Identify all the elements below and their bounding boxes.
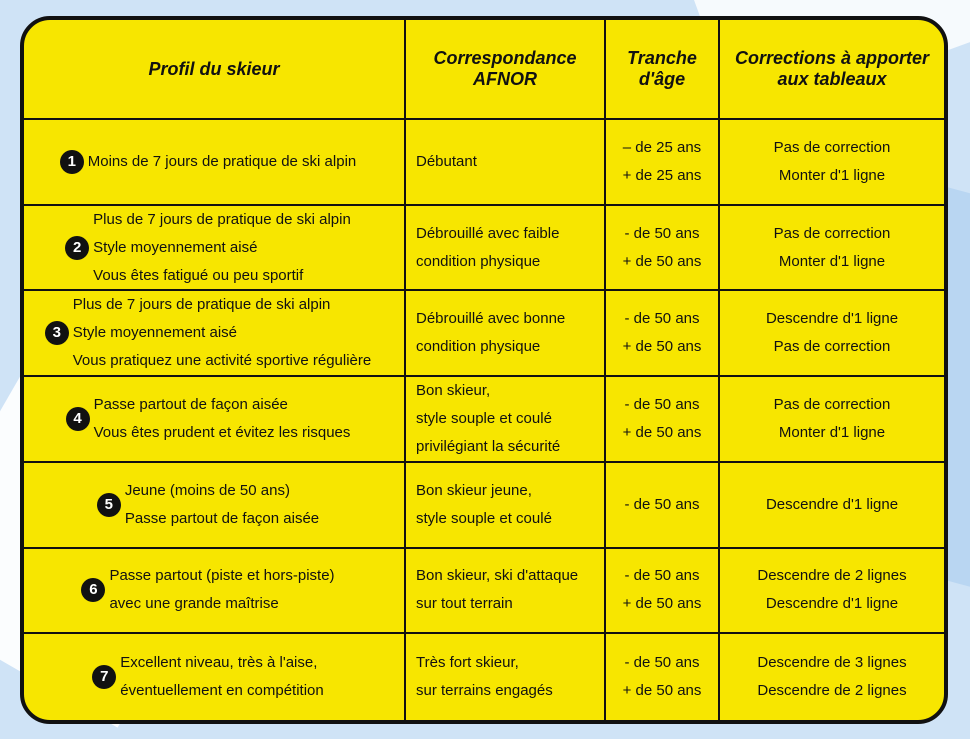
age-line: - de 50 ans [624, 395, 700, 413]
afnor-line: Débutant [416, 152, 477, 170]
corrections-cell [720, 291, 944, 377]
row-number-badge: 2 [65, 236, 89, 260]
profile-cell [24, 120, 406, 206]
header-profile-label: Profil du skieur [148, 58, 280, 79]
profile-line: Style moyennement aisé [72, 324, 237, 342]
corrections-lines [757, 562, 906, 618]
row-number-badge: 5 [97, 493, 121, 517]
profile-line: Passe partout (piste et hors-piste) [109, 567, 335, 585]
header-age [606, 20, 720, 120]
profile-line: Plus de 7 jours de pratique de ski alpin [93, 210, 351, 228]
corrections-line: Descendre d'1 ligne [765, 495, 899, 513]
afnor-cell [406, 120, 606, 206]
corrections-cell [720, 377, 944, 463]
afnor-line: Très fort skieur, [416, 654, 519, 672]
afnor-cell [406, 377, 606, 463]
age-lines [623, 562, 702, 618]
profile-lines [88, 148, 357, 176]
afnor-line: Bon skieur, [416, 382, 491, 399]
header-age-line2: d'âge [638, 69, 686, 89]
corrections-lines [757, 649, 906, 705]
corrections-line: Monter d'1 ligne [778, 423, 886, 441]
afnor-line: Bon skieur, ski d'attaque [416, 567, 579, 585]
profile-cell [24, 377, 406, 463]
profile-line: Passe partout de façon aisée [93, 395, 288, 413]
afnor-line: style souple et coulé [416, 410, 552, 427]
afnor-line: sur tout terrain [416, 595, 513, 613]
header-corrections [720, 20, 944, 120]
corrections-lines [774, 134, 891, 190]
profile-lines [109, 562, 334, 618]
profile-cell [24, 549, 406, 635]
profile-line: Vous pratiquez une activité sportive régulière [72, 352, 372, 370]
profile-line: Style moyennement aisé [93, 238, 258, 256]
afnor-cell [406, 549, 606, 635]
age-lines [623, 305, 702, 361]
age-line: - de 50 ans [624, 654, 700, 672]
age-cell [606, 549, 720, 635]
corrections-line: Descendre de 3 lignes [757, 654, 907, 672]
corrections-line: Pas de correction [773, 138, 891, 156]
corrections-line: Pas de correction [773, 395, 891, 413]
afnor-line: condition physique [416, 338, 541, 356]
afnor-line: Débrouillé avec faible [416, 224, 560, 242]
corrections-cell [720, 120, 944, 206]
profile-line: éventuellement en compétition [120, 682, 324, 700]
afnor-line: Bon skieur jeune, [416, 481, 532, 499]
row-number-badge: 7 [92, 665, 116, 689]
corrections-line: Descendre de 2 lignes [757, 682, 907, 700]
header-corrections-line1: Corrections à apporter [734, 48, 930, 68]
afnor-cell [406, 206, 606, 292]
corrections-line: Descendre d'1 ligne [765, 310, 899, 328]
corrections-cell [720, 206, 944, 292]
afnor-line: condition physique [416, 252, 541, 270]
age-lines [623, 391, 702, 447]
afnor-line: style souple et coulé [416, 509, 552, 527]
profile-line: avec une grande maîtrise [109, 595, 279, 613]
profile-line: Passe partout de façon aisée [124, 509, 320, 527]
profile-line: Vous êtes prudent et évitez les risques [93, 423, 351, 441]
age-lines [623, 134, 702, 190]
afnor-line: privilégiant la sécurité [416, 438, 561, 455]
age-cell [606, 463, 720, 549]
corrections-lines [766, 305, 898, 361]
age-line: + de 50 ans [622, 338, 702, 356]
row-number-badge: 4 [66, 407, 90, 431]
afnor-lines [416, 305, 594, 361]
profile-line: Excellent niveau, très à l'aise, [120, 654, 318, 672]
age-line: + de 50 ans [622, 423, 702, 441]
age-line: + de 50 ans [622, 252, 702, 270]
afnor-lines [416, 477, 594, 533]
header-profile [24, 20, 406, 120]
age-cell [606, 291, 720, 377]
afnor-cell [406, 291, 606, 377]
corrections-cell [720, 634, 944, 720]
row-number-badge: 6 [81, 578, 105, 602]
profile-lines [125, 477, 319, 533]
header-corrections-line2: aux tableaux [777, 69, 887, 89]
age-line: – de 25 ans [622, 138, 702, 156]
afnor-cell [406, 463, 606, 549]
profile-line: Jeune (moins de 50 ans) [124, 481, 290, 499]
corrections-cell [720, 549, 944, 635]
corrections-lines [774, 391, 891, 447]
age-cell [606, 634, 720, 720]
corrections-line: Descendre d'1 ligne [765, 595, 899, 613]
profile-line: Plus de 7 jours de pratique de ski alpin [72, 296, 331, 314]
profile-cell [24, 634, 406, 720]
afnor-lines [416, 649, 594, 705]
profile-lines [120, 649, 323, 705]
corrections-lines [774, 220, 891, 276]
afnor-lines [416, 220, 594, 276]
profile-cell [24, 291, 406, 377]
age-line: - de 50 ans [624, 310, 700, 328]
age-lines [624, 491, 699, 519]
age-lines [623, 220, 702, 276]
profile-cell [24, 463, 406, 549]
header-afnor-line1: Correspondance [433, 48, 577, 68]
afnor-line: sur terrains engagés [416, 682, 553, 700]
corrections-line: Pas de correction [773, 224, 891, 242]
age-cell [606, 377, 720, 463]
corrections-line: Monter d'1 ligne [778, 252, 886, 270]
corrections-line: Pas de correction [773, 338, 891, 356]
profile-cell [24, 206, 406, 292]
corrections-line: Monter d'1 ligne [778, 166, 886, 184]
afnor-lines [416, 377, 594, 461]
profile-lines [93, 206, 351, 290]
age-line: + de 50 ans [622, 682, 702, 700]
age-line: - de 50 ans [624, 567, 700, 585]
age-line: + de 25 ans [622, 166, 702, 184]
age-cell [606, 120, 720, 206]
afnor-line: Débrouillé avec bonne [416, 310, 566, 328]
profile-line: Moins de 7 jours de pratique de ski alpin [87, 152, 357, 170]
afnor-lines [416, 562, 594, 618]
profile-lines [73, 291, 372, 375]
profile-lines [94, 391, 351, 447]
corrections-cell [720, 463, 944, 549]
corrections-line: Descendre de 2 lignes [757, 567, 907, 585]
table-grid [24, 20, 944, 720]
row-number-badge: 1 [60, 150, 84, 174]
row-number-badge: 3 [45, 321, 69, 345]
header-afnor-line2: AFNOR [473, 69, 537, 89]
profile-line: Vous êtes fatigué ou peu sportif [93, 266, 304, 284]
age-line: - de 50 ans [624, 495, 700, 513]
afnor-cell [406, 634, 606, 720]
age-cell [606, 206, 720, 292]
header-afnor [406, 20, 606, 120]
age-line: - de 50 ans [624, 224, 700, 242]
afnor-lines [416, 148, 594, 176]
header-age-line1: Tranche [627, 48, 697, 68]
age-lines [623, 649, 702, 705]
corrections-lines [766, 491, 898, 519]
age-line: + de 50 ans [622, 595, 702, 613]
ski-profile-table [20, 16, 948, 724]
